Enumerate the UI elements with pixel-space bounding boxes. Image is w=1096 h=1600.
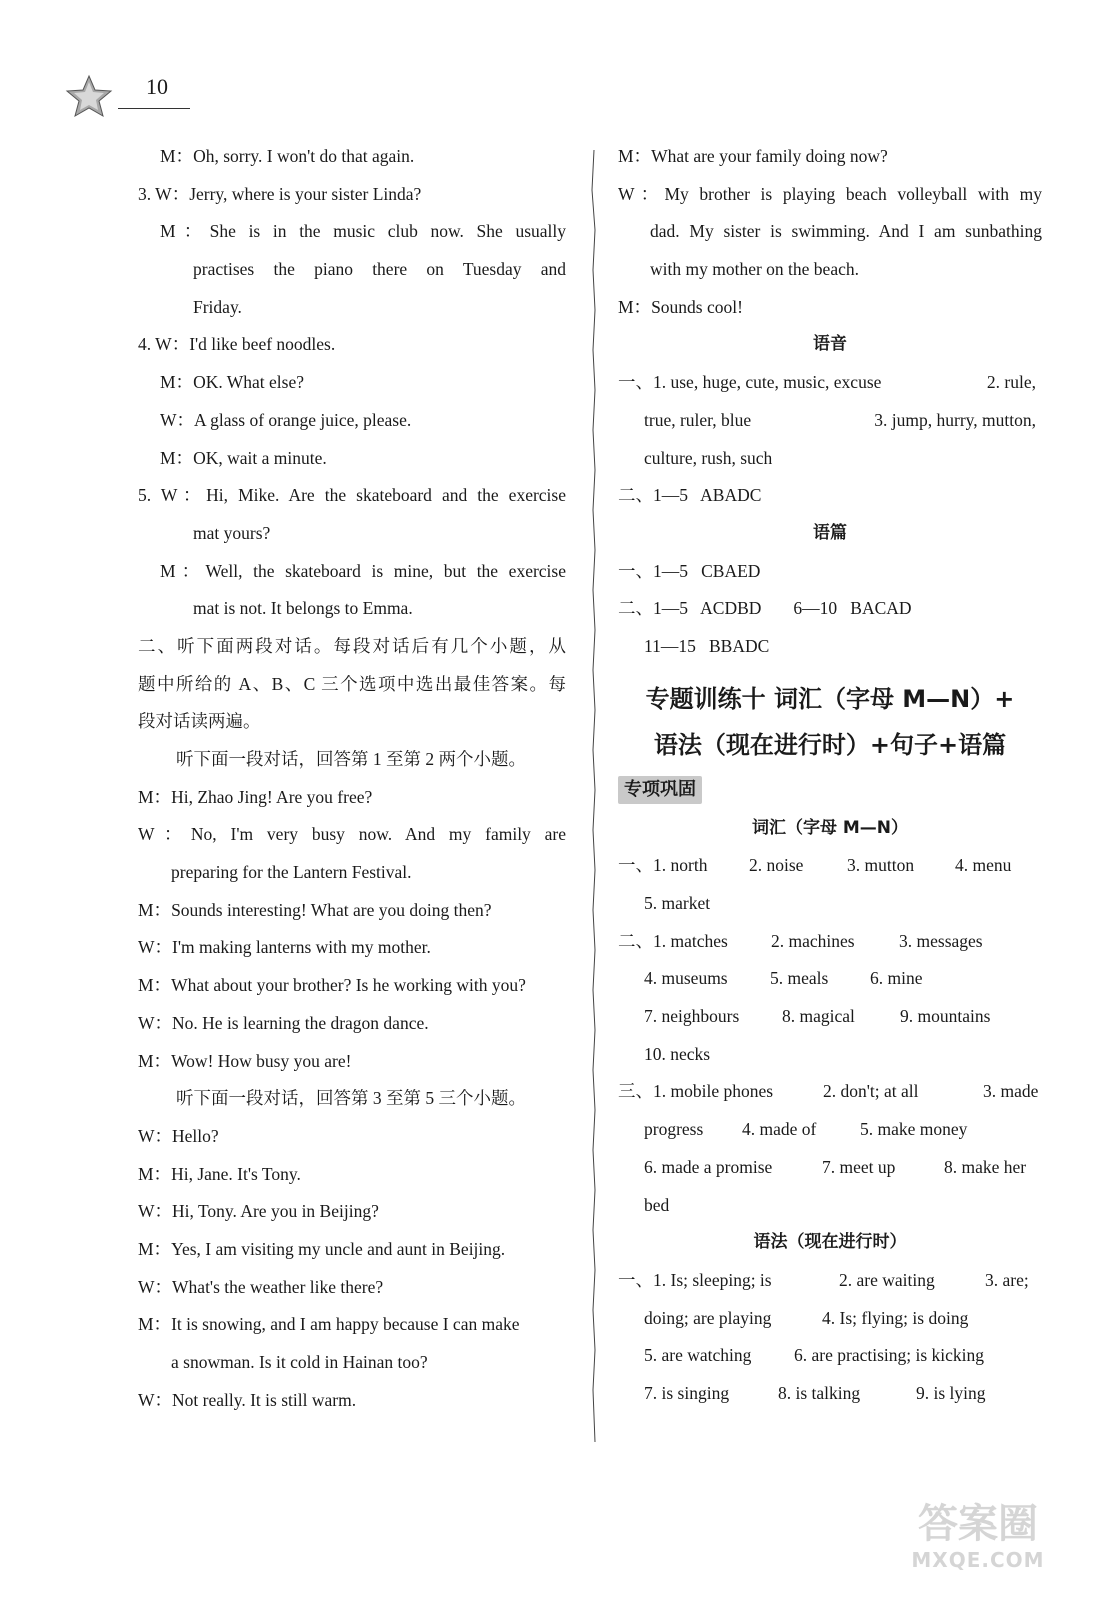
instruction-text: 听下面一段对话，回答第 1 至第 2 两个小题。 xyxy=(176,749,526,769)
dialogue-line: dad. My sister is swimming. And I am sunbathing xyxy=(650,221,1042,242)
instruction-text: 听下面一段对话，回答第 3 至第 5 三个小题。 xyxy=(176,1088,526,1109)
answer-line: 10. necks xyxy=(644,1043,711,1064)
dialogue-line: M：What are your family doing now? xyxy=(618,146,888,166)
column-divider xyxy=(591,150,597,1442)
answer-line: true, ruler, blue 3. jump, hurry, mutton, xyxy=(644,409,1036,430)
dialogue-line: mat yours? xyxy=(193,522,271,543)
page-number: 10 xyxy=(146,74,168,99)
section-heading-cihui: 词汇（字母 M—N） xyxy=(751,817,909,838)
dialogue-line: M：It is snowing, and I am happy because I can make xyxy=(138,1314,520,1335)
section-tag: 专项巩固 xyxy=(618,776,702,804)
dialogue-line: W：No, I'm very busy now. And my family are xyxy=(138,824,566,845)
dialogue-line: M：OK, wait a minute. xyxy=(160,447,327,468)
answer-circle-watermark xyxy=(898,1500,1058,1580)
unit-title-line2: 语法（现在进行时）+句子+语篇 xyxy=(653,730,1007,759)
dialogue-line: M：Well, the skateboard is mine, but the exercise xyxy=(160,560,566,581)
answer-line: 7. is singing 8. is talking 9. is lying xyxy=(644,1382,986,1403)
dialogue-line: M：Wow! How busy you are! xyxy=(138,1050,352,1071)
dialogue-line: M：Sounds interesting! What are you doing then? xyxy=(138,899,492,920)
answer-line: 一、1—5 CBAED xyxy=(618,560,761,581)
answer-line: 4. museums 5. meals 6. mine xyxy=(644,968,923,989)
dialogue-line: Friday. xyxy=(193,296,242,317)
dialogue-line: W：Hi, Tony. Are you in Beijing? xyxy=(138,1201,379,1222)
answer-line: 二、1—5 ACDBD 6—10 BACAD xyxy=(618,598,912,619)
dialogue-line: W：No. He is learning the dragon dance. xyxy=(138,1012,429,1033)
answer-line: doing; are playing 4. Is; flying; is doing xyxy=(644,1307,969,1328)
unit-title-line1: 专题训练十 词汇（字母 M—N）+ xyxy=(645,684,1015,713)
answer-line: 7. neighbours 8. magical 9. mountains xyxy=(644,1006,991,1027)
watermark-url: MXQE.COM xyxy=(911,1548,1045,1572)
instruction-text: 题中所给的 A、B、C 三个选项中选出最佳答案。每 xyxy=(138,673,566,694)
section-heading-yuyin: 语音 xyxy=(813,334,847,355)
answer-line: 二、1—5 ABADC xyxy=(618,485,762,506)
dialogue-line: practises the piano there on Tuesday and xyxy=(193,259,566,280)
dialogue-line: a snowman. Is it cold in Hainan too? xyxy=(171,1352,428,1372)
section-heading-yufa: 语法（现在进行时） xyxy=(753,1232,907,1253)
dialogue-line: M：What about your brother? Is he working with you? xyxy=(138,975,526,996)
answer-line: 5. are watching 6. are practising; is kicking xyxy=(644,1345,985,1366)
answer-line: culture, rush, such xyxy=(644,447,773,468)
answer-line: 5. market xyxy=(644,893,711,913)
dialogue-line: 5. W：Hi, Mike. Are the skateboard and the exercise xyxy=(138,485,566,506)
dialogue-line: W：Not really. It is still warm. xyxy=(138,1389,357,1410)
dialogue-line: M：She is in the music club now. She usually xyxy=(160,221,566,242)
dialogue-line: W：Hello? xyxy=(138,1125,219,1146)
answer-line: 一、 1. Is; sleeping; is 2. are waiting 3. are; xyxy=(618,1269,1029,1290)
section-tag-row xyxy=(618,776,1042,810)
answer-line: 一、1. use, huge, cute, music, excuse 2. rule, xyxy=(618,372,1036,393)
dialogue-line: W：I'm making lanterns with my mother. xyxy=(138,937,431,958)
instruction-text: 二、听下面两段对话。每段对话后有几个小题，从 xyxy=(138,635,566,656)
dialogue-line: M：Hi, Jane. It's Tony. xyxy=(138,1163,301,1184)
dialogue-line: W：My brother is playing beach volleyball with my xyxy=(618,183,1042,204)
right-column xyxy=(618,138,1042,1413)
section-heading-yupian: 语篇 xyxy=(813,522,847,543)
star-icon xyxy=(64,74,114,118)
answer-line: 二、 1. matches 2. machines 3. messages xyxy=(618,930,983,951)
answer-line: 6. made a promise 7. meet up 8. make her xyxy=(644,1156,1027,1177)
left-column xyxy=(138,138,566,1419)
header-rule xyxy=(118,108,190,109)
dialogue-line: preparing for the Lantern Festival. xyxy=(171,862,412,883)
dialogue-line: M：Yes, I am visiting my uncle and aunt in Beijing. xyxy=(138,1238,506,1259)
dialogue-line: W：What's the weather like there? xyxy=(138,1276,384,1297)
dialogue-line: mat is not. It belongs to Emma. xyxy=(193,598,413,619)
dialogue-line: with my mother on the beach. xyxy=(650,259,859,280)
answer-line: bed xyxy=(644,1194,670,1215)
answer-line: 一、 1. north 2. noise 3. mutton 4. menu xyxy=(618,855,1012,876)
instruction-text: 段对话读两遍。 xyxy=(138,711,261,732)
answer-line: progress 4. made of 5. make money xyxy=(644,1119,968,1140)
dialogue-line: 3. W：Jerry, where is your sister Linda? xyxy=(138,183,422,204)
answer-line: 三、 1. mobile phones 2. don't; at all 3. made xyxy=(618,1081,1039,1102)
answer-line: 11—15 BBADC xyxy=(644,635,770,656)
dialogue-line: 4. W：I'd like beef noodles. xyxy=(138,334,336,355)
dialogue-line: M：OK. What else? xyxy=(160,372,305,393)
dialogue-line: W：A glass of orange juice, please. xyxy=(160,409,412,430)
watermark-text: 答案圈 xyxy=(918,1501,1038,1547)
dialogue-line: M：Sounds cool! xyxy=(618,296,743,317)
dialogue-line: M：Oh, sorry. I won't do that again. xyxy=(160,146,415,166)
dialogue-line: M：Hi, Zhao Jing! Are you free? xyxy=(138,786,373,807)
